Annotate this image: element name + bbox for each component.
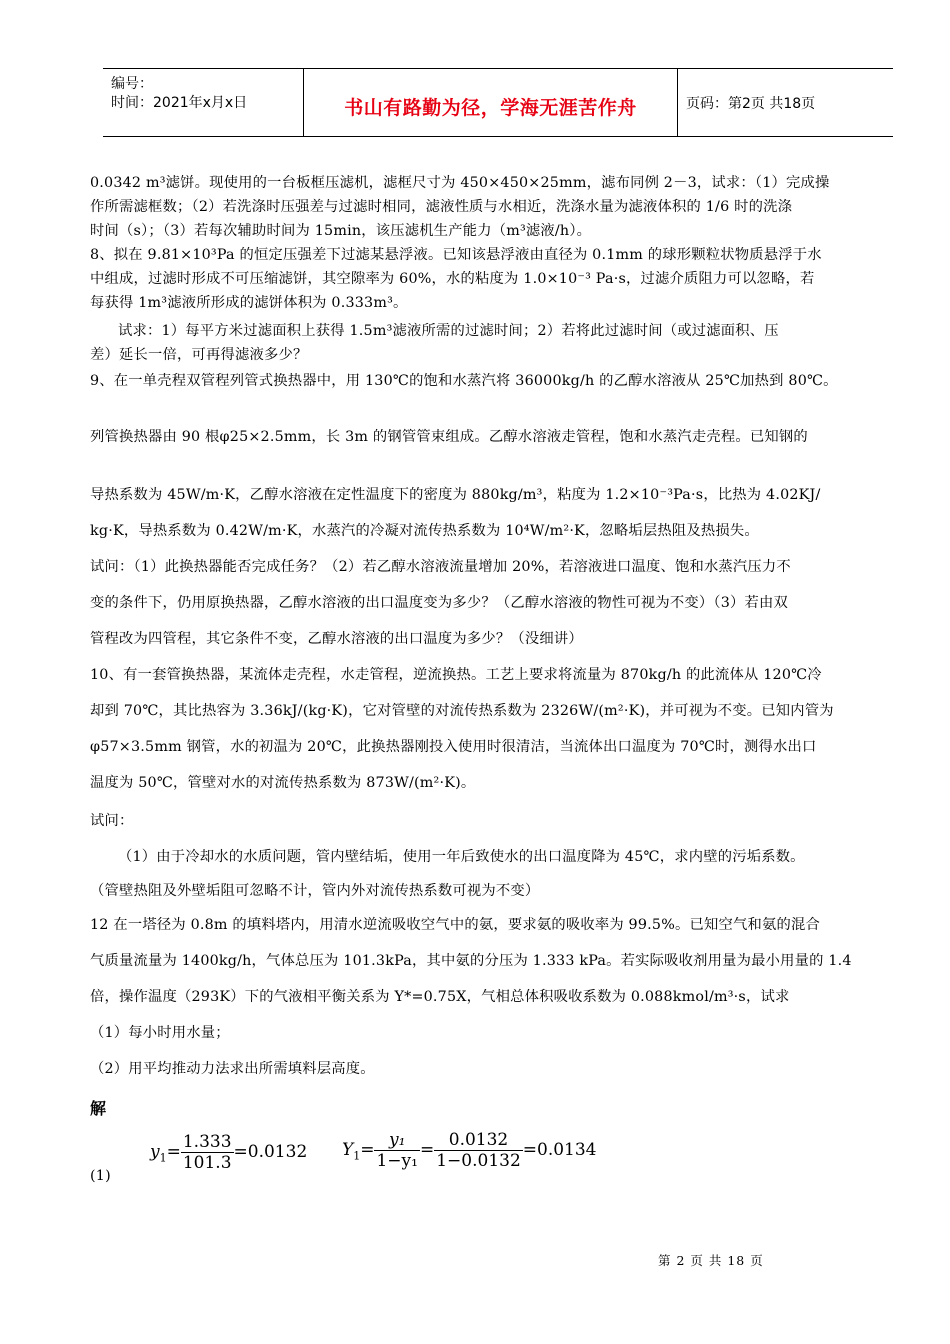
header-table [103,68,893,137]
body-line: 差）延长一倍，可再得滤液多少？ [90,347,308,363]
body-line: 倍，操作温度（293K）下的气液相平衡关系为 Y*=0.75X，气相总体积吸收系数为 0.088kmol/m³·s，试求 [90,989,790,1005]
body-line: （1）每小时用水量； [90,1025,230,1041]
eq2-lhs: Y [342,1140,354,1160]
body-line: 变的条件下，仍用原换热器，乙醇水溶液的出口温度变为多少？（乙醇水溶液的物性可视为不变）（3）若由双 [90,595,788,611]
body-line: （管壁热阻及外壁垢阻可忽略不计，管内外对流传热系数可视为不变） [90,883,540,899]
body-line: 9、在一单壳程双管程列管式换热器中，用 130℃的饱和水蒸汽将 36000kg/h 的乙醇水溶液从 25℃加热到 80℃。 [90,373,838,389]
eq2-sub: 1 [353,1149,361,1163]
body-line: φ57×3.5mm 钢管，水的初温为 20℃，此换热器刚投入使用时很清洁，当流体出口温度为 70℃时，测得水出口 [90,739,817,755]
eq2-fraction-1 [374,1130,419,1171]
body-line: 却到 70℃，其比热容为 3.36kJ/(kg·K)，它对管壁的对流传热系数为 2326W/(m²·K)，并可视为不变。已知内管为 [90,703,834,719]
eq2-denominator-1: 1−y₁ [376,1151,418,1171]
eq2-numerator-1: y₁ [374,1130,419,1151]
eq2-denominator-2: 1−0.0132 [436,1151,521,1171]
eq2-fraction-2 [434,1130,523,1171]
eq2-numerator-2: 0.0132 [434,1130,523,1151]
eq1-denominator: 101.3 [182,1153,232,1173]
body-line: 试求：1）每平方米过滤面积上获得 1.5m³滤液所需的过滤时间；2）若将此过滤时间（或过滤面积、压 [118,323,779,339]
body-line: 列管换热器由 90 根φ25×2.5mm，长 3m 的钢管管束组成。乙醇水溶液走管程，饱和水蒸汽走壳程。已知钢的 [90,429,808,445]
body-line: 温度为 50℃，管壁对水的对流传热系数为 873W/(m²·K)。 [90,775,476,791]
body-line: （2）用平均推动力法求出所需填料层高度。 [90,1061,375,1077]
header-left-cell [103,69,304,136]
solution-label: 解 [90,1099,107,1118]
body-line: 作所需滤框数；（2）若洗涤时压强差与过滤时相同，滤液性质与水相近，洗涤水量为滤液体积的 1/6 时的洗涤 [90,199,793,215]
body-line: 12 在一塔径为 0.8m 的填料塔内，用清水逆流吸收空气中的氨，要求氨的吸收率为 99.5%。已知空气和氨的混合 [90,917,820,933]
body-line: 时间（s）；（3）若每次辅助时间为 15min，该压滤机生产能力（m³滤液/h）。 [90,223,592,239]
eq1-result: =0.0132 [233,1142,308,1162]
eq1-sub: 1 [159,1151,167,1165]
eq1-lhs: y [150,1142,160,1162]
motto-text: 书山有路勤为径，学海无涯苦作舟 [344,97,637,119]
number-label: 编号： [111,76,153,92]
equation-y1: $y_1=$ $\frac{1.333}{101.3}$ =0.0132 [150,1132,308,1173]
body-line: （1）由于冷却水的水质问题，管内壁结垢，使用一年后致使水的出口温度降为 45℃，求内壁的污垢系数。 [118,849,805,865]
time-label: 时间：2021年x月x日 [111,95,248,111]
equation-Y1: $Y_1=$ $\frac{\text{y₁}}{\text{1−y₁}}$ = $\frac{0.0132}{1-0.0132}$ =0.0134 [342,1130,597,1171]
body-line: 气质量流量为 1400kg/h，气体总压为 101.3kPa，其中氨的分压为 1.333 kPa。若实际吸收剂用量为最小用量的 1.4 [90,953,852,969]
body-line: 0.0342 m³滤饼。现使用的一台板框压滤机，滤框尺寸为 450×450×25mm，滤布同例 2－3，试求：（1）完成操 [90,175,830,191]
body-line: kg·K，导热系数为 0.42W/m·K，水蒸汽的冷凝对流传热系数为 10⁴W/m²·K，忽略垢层热阻及热损失。 [90,523,759,539]
eq1-numerator: 1.333 [182,1132,232,1152]
body-line: 试问： [90,813,134,829]
body-line: 管程改为四管程，其它条件不变，乙醇水溶液的出口温度为多少？（没细讲） [90,631,583,647]
page-info: 页码：第2页 共18页 [686,96,816,112]
body-line: 10、有一套管换热器，某流体走壳程，水走管程，逆流换热。工艺上要求将流量为 870kg/h 的此流体从 120℃冷 [90,667,822,683]
page-footer: 第 2 页 共 18 页 [658,1253,764,1268]
body-line: 8、拟在 9.81×10³Pa 的恒定压强差下过滤某悬浮液。已知该悬浮液由直径为 0.1mm 的球形颗粒状物质悬浮于水 [90,247,822,263]
body-line: 导热系数为 45W/m·K，乙醇水溶液在定性温度下的密度为 880kg/m³，粘度为 1.2×10⁻³Pa·s，比热为 4.02KJ/ [90,487,821,503]
eq1-fraction [181,1132,234,1173]
header-motto-cell [304,69,678,136]
eq2-result: =0.0134 [522,1140,597,1160]
body-line: 每获得 1m³滤液所形成的滤饼体积为 0.333m³。 [90,295,408,311]
body-line: 试问：（1）此换热器能否完成任务？（2）若乙醇水溶液流量增加 20%，若溶液进口温度、饱和水蒸汽压力不 [90,559,791,575]
part-label: (1) [90,1168,111,1184]
body-line: 中组成，过滤时形成不可压缩滤饼，其空隙率为 60%，水的粘度为 1.0×10⁻³ Pa·s，过滤介质阻力可以忽略，若 [90,271,815,287]
